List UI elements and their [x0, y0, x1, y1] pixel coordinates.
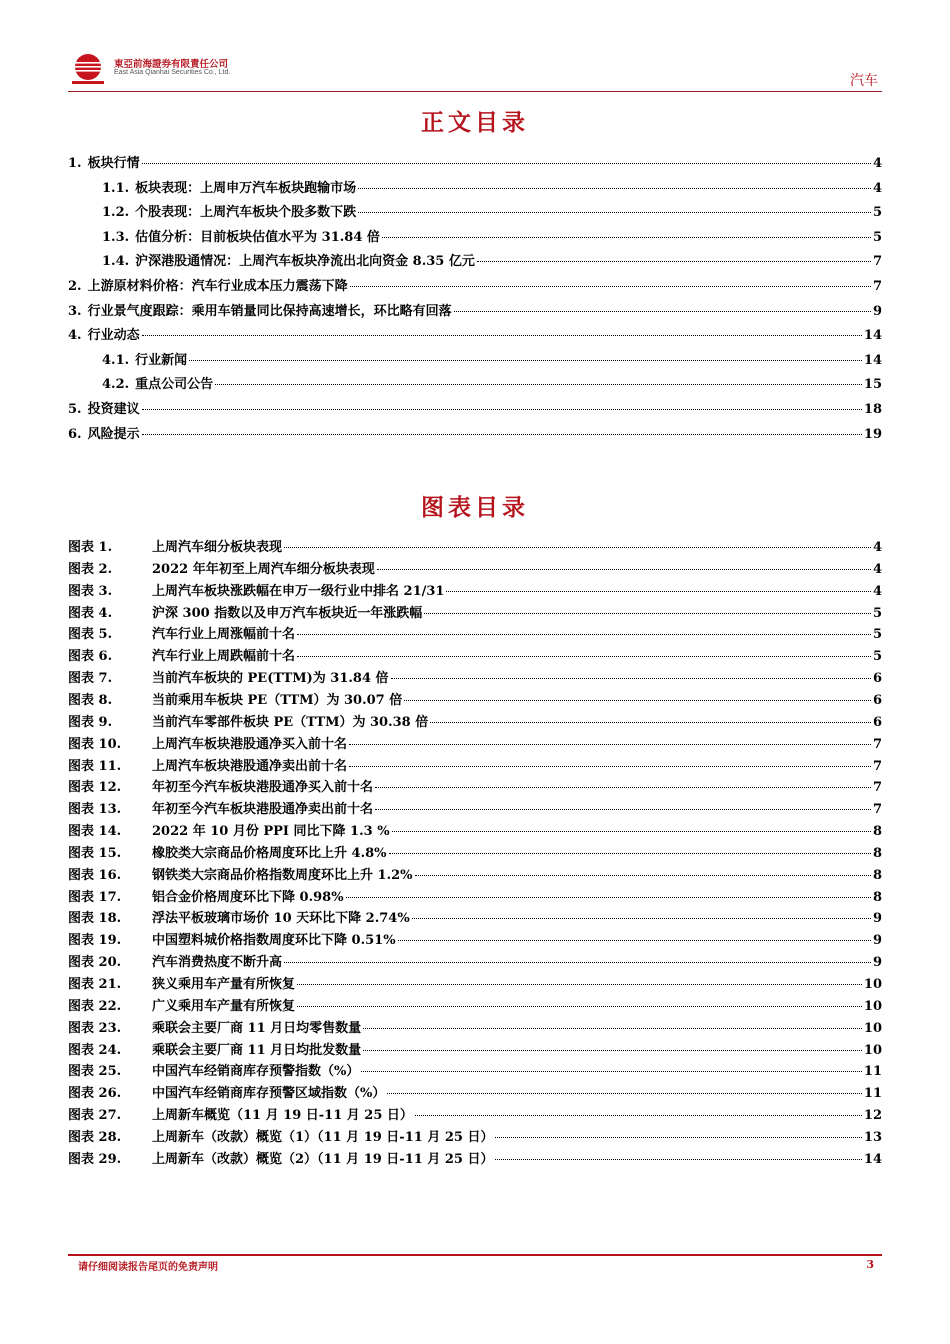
figure-entry[interactable]	[68, 907, 882, 927]
toc-entry-page: 7	[872, 279, 882, 294]
figure-entry-label: 图表 4.	[68, 605, 113, 621]
figure-entry-page: 5	[872, 605, 882, 621]
figure-entry-label: 图表 1.	[68, 540, 113, 555]
dot-leader	[142, 163, 871, 164]
toc-entry[interactable]	[68, 300, 882, 320]
figure-entry[interactable]	[68, 842, 882, 862]
figure-entry[interactable]	[68, 536, 882, 556]
dot-leader	[284, 962, 871, 963]
figure-entry-text: 钢铁类大宗商品价格指数周度环比上升 1.2%	[152, 867, 413, 883]
toc-entry-text: 个股表现：上周汽车板块个股多数下跌	[135, 205, 357, 221]
dot-leader	[392, 831, 871, 832]
toc-entry-number: 1.4.	[102, 254, 130, 270]
toc-entry[interactable]	[68, 324, 882, 344]
figure-entry-page: 8	[872, 845, 882, 861]
dot-leader	[297, 656, 871, 657]
toc-entry[interactable]	[102, 201, 882, 221]
toc-entry-text: 上游原材料价格：汽车行业成本压力震荡下降	[87, 279, 348, 294]
figure-entry-label: 图表 27.	[68, 1108, 122, 1124]
figure-entry-text: 年初至今汽车板块港股通净买入前十名	[152, 780, 374, 796]
figure-entry-page: 6	[872, 671, 882, 687]
figure-entry-page: 13	[863, 1129, 882, 1145]
dot-leader	[430, 722, 871, 723]
figure-entry-text: 橡胶类大宗商品价格周度环比上升 4.8%	[152, 845, 387, 861]
figure-entry-page: 9	[872, 933, 882, 949]
toc-entry-number: 5.	[68, 402, 82, 417]
page-header	[68, 48, 882, 92]
dot-leader	[363, 1028, 862, 1029]
figure-entry-text: 中国汽车经销商库存预警区域指数（%）	[152, 1086, 386, 1102]
figure-entry-text: 上周新车（改款）概览（1）（11 月 19 日-11 月 25 日）	[152, 1129, 494, 1145]
figure-entry-page: 4	[872, 540, 882, 555]
figure-entry[interactable]	[68, 711, 882, 731]
figure-entry[interactable]	[68, 929, 882, 949]
figure-entry[interactable]	[68, 864, 882, 884]
dot-leader	[215, 384, 862, 385]
dot-leader	[297, 984, 862, 985]
figure-entry-label: 图表 28.	[68, 1129, 122, 1145]
dot-leader	[142, 434, 862, 435]
toc-title: 正文目录	[421, 109, 529, 136]
figure-entry-text: 当前汽车零部件板块 PE（TTM）为 30.38 倍	[152, 714, 429, 730]
dot-leader	[297, 634, 871, 635]
toc-entry-text: 行业景气度跟踪：乘用车销量同比保持高速增长，环比略有回落	[87, 303, 452, 319]
dot-leader	[389, 853, 871, 854]
figure-entry-page: 12	[863, 1108, 882, 1124]
toc-entry-number: 1.3.	[102, 229, 130, 245]
figure-entry-page: 6	[872, 692, 882, 708]
toc-entry-number: 3.	[68, 303, 82, 319]
toc-entry-text: 投资建议	[87, 402, 140, 417]
dot-leader	[350, 286, 871, 287]
figure-entry-label: 图表 17.	[68, 889, 122, 905]
figure-entry[interactable]	[68, 1104, 882, 1124]
figure-entry-text: 上周汽车板块涨跌幅在申万一级行业中排名 21/31	[152, 583, 445, 599]
figure-entry-label: 图表 3.	[68, 583, 113, 599]
figure-entry[interactable]	[68, 1148, 882, 1168]
dot-leader	[412, 918, 871, 919]
figure-entry-text: 2022 年 10 月份 PPI 同比下降 1.3 %	[152, 824, 390, 840]
figure-entry-page: 4	[872, 583, 882, 599]
dot-leader	[142, 409, 862, 410]
figure-entry[interactable]	[68, 886, 882, 906]
dot-leader	[363, 1050, 862, 1051]
figure-entry-page: 10	[863, 977, 882, 992]
figure-entry[interactable]	[68, 1060, 882, 1080]
dot-leader	[387, 1093, 862, 1094]
toc-entry-text: 估值分析：目前板块估值水平为 31.84 倍	[135, 229, 380, 245]
company-name-cn: 東亞前海證券有限責任公司	[114, 59, 229, 70]
figure-entry[interactable]	[68, 580, 882, 600]
figure-entry-text: 汽车行业上周涨幅前十名	[152, 627, 296, 643]
figure-entry-page: 7	[872, 802, 882, 818]
figure-entry-text: 广义乘用车产量有所恢复	[152, 998, 296, 1014]
figure-entry-label: 图表 12.	[68, 780, 122, 796]
figure-entry-label: 图表 10.	[68, 736, 122, 752]
toc-entry-number: 2.	[68, 279, 82, 294]
dot-leader	[477, 261, 871, 262]
toc-entry[interactable]	[68, 152, 882, 172]
toc-entry[interactable]	[68, 275, 882, 295]
figure-entry-label: 图表 20.	[68, 955, 122, 971]
figure-entry-text: 中国塑料城价格指数周度环比下降 0.51%	[152, 933, 396, 949]
figure-entry[interactable]	[68, 776, 882, 796]
sector-label: 汽车	[850, 73, 878, 89]
dot-leader	[142, 335, 862, 336]
dot-leader	[495, 1137, 861, 1138]
figure-entry[interactable]	[68, 820, 882, 840]
figure-entry[interactable]	[68, 689, 882, 709]
toc-entry-number: 1.2.	[102, 205, 130, 221]
figure-entry-page: 14	[863, 1151, 882, 1167]
figure-entry-label: 图表 6.	[68, 649, 113, 665]
figure-entry-page: 5	[872, 627, 882, 643]
toc-entry-page: 18	[863, 402, 882, 417]
figure-entry[interactable]	[68, 1082, 882, 1102]
figure-entry-label: 图表 21.	[68, 977, 122, 992]
figure-entry-page: 9	[872, 955, 882, 971]
dot-leader	[358, 212, 871, 213]
figure-entry-label: 图表 22.	[68, 998, 122, 1014]
figure-entry[interactable]	[68, 623, 882, 643]
dot-leader	[297, 1006, 862, 1007]
toc-entry-page: 14	[863, 352, 882, 368]
figure-entry-page: 7	[872, 758, 882, 774]
figure-entry-page: 11	[863, 1086, 882, 1102]
figure-entry-label: 图表 7.	[68, 671, 113, 687]
header-divider	[68, 91, 882, 92]
toc-entry-text: 沪深港股通情况：上周汽车板块净流出北向资金 8.35 亿元	[135, 254, 475, 270]
toc-entry-page: 15	[863, 377, 882, 393]
figure-entry-text: 上周汽车板块港股通净卖出前十名	[152, 758, 348, 774]
toc-entry-page: 9	[872, 303, 882, 319]
toc-entry[interactable]	[102, 226, 882, 246]
figure-entry-label: 图表 8.	[68, 692, 113, 708]
figure-entry[interactable]	[68, 1017, 882, 1037]
figure-entry[interactable]	[68, 1126, 882, 1146]
figure-entry-label: 图表 5.	[68, 627, 113, 643]
figure-entry-page: 10	[863, 998, 882, 1014]
toc-entry-number: 1.	[68, 156, 82, 171]
toc-entry-text: 行业动态	[87, 328, 140, 344]
figure-entry-text: 当前汽车板块的 PE(TTM)为 31.84 倍	[152, 671, 389, 687]
toc-entry-number: 4.2.	[102, 377, 130, 393]
toc-entry-number: 6.	[68, 426, 82, 442]
figure-entry-text: 2022 年年初至上周汽车细分板块表现	[152, 561, 375, 577]
toc-entry[interactable]	[68, 423, 882, 443]
toc-entry-number: 1.1.	[102, 180, 130, 196]
figure-entry-label: 图表 24.	[68, 1042, 122, 1058]
dot-leader	[415, 875, 871, 876]
figure-entry-label: 图表 19.	[68, 933, 122, 949]
figure-entry-page: 10	[863, 1020, 882, 1036]
figure-entry[interactable]	[68, 995, 882, 1015]
figures-title: 图表目录	[421, 494, 529, 521]
toc-entry-page: 4	[872, 156, 882, 171]
figure-entry[interactable]	[68, 667, 882, 687]
page-number: 3	[866, 1258, 874, 1271]
figure-entry-text: 乘联会主要厂商 11 月日均批发数量	[152, 1042, 362, 1058]
figure-entry-page: 4	[872, 561, 882, 577]
dot-leader	[424, 613, 871, 614]
figure-entry[interactable]	[68, 951, 882, 971]
company-name-en: East Asia Qianhai Securities Co., Ltd.	[114, 69, 231, 76]
figure-entry-label: 图表 15.	[68, 845, 122, 861]
figure-entry-page: 8	[872, 867, 882, 883]
figure-entry-label: 图表 26.	[68, 1086, 122, 1102]
figure-entry-page: 5	[872, 649, 882, 665]
figure-entry-label: 图表 9.	[68, 714, 113, 730]
toc-entry-number: 4.	[68, 328, 82, 344]
figure-entry-text: 上周新车（改款）概览（2）（11 月 19 日-11 月 25 日）	[152, 1151, 494, 1167]
toc-entry-page: 5	[872, 229, 882, 245]
toc-entry-text: 重点公司公告	[135, 377, 214, 393]
figure-entry-label: 图表 2.	[68, 561, 113, 577]
figure-entry-text: 汽车行业上周跌幅前十名	[152, 649, 296, 665]
toc-entry-text: 行业新闻	[135, 352, 188, 368]
figure-entry-text: 铝合金价格周度环比下降 0.98%	[152, 889, 344, 905]
dot-leader	[454, 311, 871, 312]
toc-entry-page: 7	[872, 254, 882, 270]
toc-entry-number: 4.1.	[102, 352, 130, 368]
dot-leader	[495, 1159, 861, 1160]
figure-entry-text: 上周汽车板块港股通净买入前十名	[152, 736, 348, 752]
figure-entry-page: 8	[872, 824, 882, 840]
dot-leader	[382, 237, 871, 238]
toc-entry-page: 5	[872, 205, 882, 221]
toc-entry-page: 4	[872, 180, 882, 196]
toc-entry[interactable]	[102, 250, 882, 270]
figure-entry-text: 中国汽车经销商库存预警指数（%）	[152, 1064, 360, 1080]
figure-entry-label: 图表 25.	[68, 1064, 122, 1080]
toc-entry-text: 风险提示	[87, 426, 140, 442]
figure-entry-page: 8	[872, 889, 882, 905]
figure-entry[interactable]	[68, 602, 882, 622]
figure-entry-page: 6	[872, 714, 882, 730]
figure-entry[interactable]	[68, 558, 882, 578]
toc-entry-page: 19	[863, 426, 882, 442]
toc-entry[interactable]	[68, 398, 882, 418]
footer-divider	[68, 1254, 882, 1256]
figure-entry-label: 图表 14.	[68, 824, 122, 840]
figure-entry-page: 7	[872, 780, 882, 796]
figure-entry-text: 乘联会主要厂商 11 月日均零售数量	[152, 1020, 362, 1036]
dot-leader	[346, 897, 871, 898]
dot-leader	[375, 809, 871, 810]
dot-leader	[398, 940, 871, 941]
disclaimer-note: 请仔细阅读报告尾页的免责声明	[78, 1262, 218, 1273]
dot-leader	[377, 569, 871, 570]
figure-entry-label: 图表 18.	[68, 911, 122, 927]
dot-leader	[349, 766, 871, 767]
dot-leader	[349, 744, 871, 745]
figure-entry-label: 图表 16.	[68, 867, 122, 883]
dot-leader	[284, 547, 871, 548]
figure-entry[interactable]	[68, 755, 882, 775]
figure-entry-text: 年初至今汽车板块港股通净卖出前十名	[152, 802, 374, 818]
figure-entry-label: 图表 29.	[68, 1151, 122, 1167]
figure-entry-text: 汽车消费热度不断升高	[152, 955, 283, 971]
dot-leader	[404, 700, 871, 701]
figure-entry-text: 沪深 300 指数以及申万汽车板块近一年涨跌幅	[152, 605, 423, 621]
figure-entry-label: 图表 23.	[68, 1020, 122, 1036]
figure-entry[interactable]	[68, 798, 882, 818]
figure-entry[interactable]	[68, 973, 882, 993]
toc-entry[interactable]	[102, 373, 882, 393]
dot-leader	[361, 1071, 862, 1072]
figure-entry-page: 9	[872, 911, 882, 927]
figure-entry-text: 浮法平板玻璃市场价 10 天环比下降 2.74%	[152, 911, 410, 927]
figure-entry-text: 当前乘用车板块 PE（TTM）为 30.07 倍	[152, 692, 403, 708]
company-logo-icon	[68, 52, 108, 86]
toc-entry[interactable]	[102, 349, 882, 369]
figure-entry[interactable]	[68, 733, 882, 753]
toc-entry-page: 14	[863, 328, 882, 344]
figure-entry[interactable]	[68, 1039, 882, 1059]
dot-leader	[391, 678, 871, 679]
figure-entry-page: 11	[863, 1064, 882, 1080]
toc-entry-text: 板块表现：上周申万汽车板块跑输市场	[135, 180, 357, 196]
dot-leader	[446, 591, 870, 592]
figure-entry-text: 上周新车概览（11 月 19 日-11 月 25 日）	[152, 1108, 413, 1124]
figure-entry-label: 图表 11.	[68, 758, 122, 774]
figure-entry-page: 10	[863, 1042, 882, 1058]
dot-leader	[375, 787, 871, 788]
figure-entry-label: 图表 13.	[68, 802, 122, 818]
figure-entry-text: 上周汽车细分板块表现	[152, 540, 283, 555]
figure-entry[interactable]	[68, 645, 882, 665]
figure-entry-page: 7	[872, 736, 882, 752]
toc-entry-text: 板块行情	[87, 156, 140, 171]
figure-entry-text: 狭义乘用车产量有所恢复	[152, 977, 296, 992]
dot-leader	[189, 360, 862, 361]
dot-leader	[415, 1115, 862, 1116]
dot-leader	[358, 188, 871, 189]
toc-entry[interactable]	[102, 177, 882, 197]
